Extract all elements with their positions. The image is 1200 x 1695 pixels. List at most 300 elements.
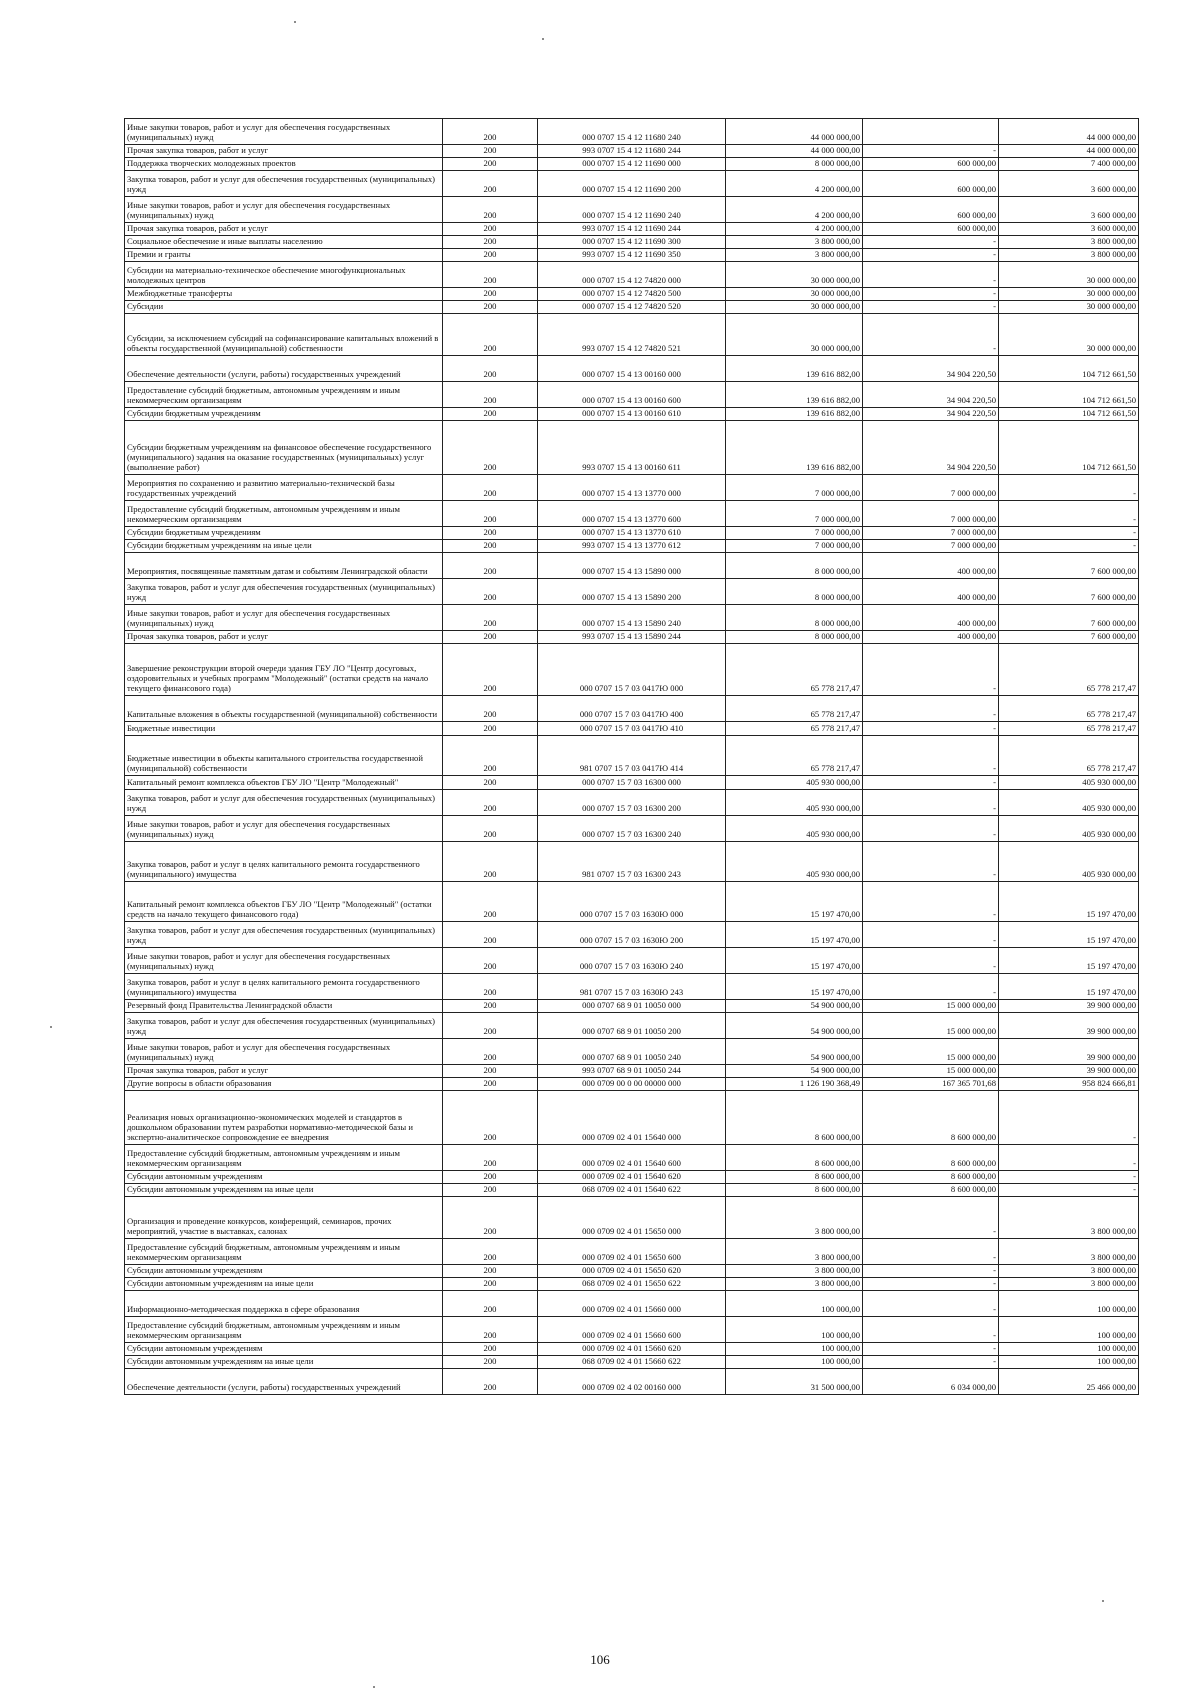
row-kbk-cell: 000 0707 15 4 12 11690 200 [538,171,726,197]
row-change-cell: - [863,842,999,882]
table-row [125,631,1139,644]
row-change-cell: - [863,948,999,974]
row-name-cell: Иные закупки товаров, работ и услуг для обеспечения государственных (муниципальных) нужд [125,119,443,145]
row-code-cell: 200 [443,882,538,922]
row-code-cell: 200 [443,356,538,382]
row-total-cell: 39 900 000,00 [999,1039,1139,1065]
row-change-cell: - [863,736,999,776]
table-row [125,974,1139,1000]
row-change-cell: - [863,314,999,356]
row-change-cell: 7 000 000,00 [863,501,999,527]
table-row [125,1278,1139,1291]
row-amount-cell: 54 900 000,00 [726,1000,863,1013]
row-amount-cell: 8 000 000,00 [726,553,863,579]
row-name-cell: Предоставление субсидий бюджетным, автономным учреждениям и иным некоммерческим организациям [125,501,443,527]
row-change-cell: 34 904 220,50 [863,421,999,475]
row-amount-cell: 54 900 000,00 [726,1065,863,1078]
row-total-cell: 15 197 470,00 [999,882,1139,922]
row-kbk-cell: 068 0709 02 4 01 15640 622 [538,1184,726,1197]
row-kbk-cell: 000 0707 15 7 03 16300 000 [538,776,726,790]
row-name-cell: Капитальный ремонт комплекса объектов ГБУ ЛО "Центр "Молодежный" [125,776,443,790]
table-row [125,842,1139,882]
row-name-cell: Субсидии, за исключением субсидий на софинансирование капитальных вложений в объекты государственной (муниципальной) собственности [125,314,443,356]
row-change-cell: - [863,288,999,301]
row-total-cell: 3 600 000,00 [999,223,1139,236]
row-code-cell: 200 [443,314,538,356]
row-change-cell: - [863,882,999,922]
table-row [125,171,1139,197]
row-change-cell: 400 000,00 [863,631,999,644]
row-change-cell: - [863,301,999,314]
row-amount-cell: 15 197 470,00 [726,882,863,922]
row-total-cell: 7 400 000,00 [999,158,1139,171]
row-total-cell: 65 778 217,47 [999,736,1139,776]
row-total-cell: 7 600 000,00 [999,631,1139,644]
row-total-cell: 100 000,00 [999,1317,1139,1343]
table-row [125,197,1139,223]
row-amount-cell: 30 000 000,00 [726,288,863,301]
row-name-cell: Завершение реконструкции второй очереди здания ГБУ ЛО "Центр досуговых, оздоровительных и учебных программ "Молодежный" (остатки средств на начало текущего финансового года) [125,644,443,696]
row-kbk-cell: 000 0707 15 4 13 13770 000 [538,475,726,501]
row-amount-cell: 100 000,00 [726,1356,863,1369]
row-amount-cell: 65 778 217,47 [726,644,863,696]
row-kbk-cell: 993 0707 15 4 13 00160 611 [538,421,726,475]
row-change-cell: 600 000,00 [863,171,999,197]
row-change-cell: - [863,145,999,158]
scan-speck [50,1026,52,1028]
row-code-cell: 200 [443,382,538,408]
table-row [125,119,1139,145]
row-total-cell: 30 000 000,00 [999,262,1139,288]
row-code-cell: 200 [443,1291,538,1317]
row-total-cell: 39 900 000,00 [999,1065,1139,1078]
row-name-cell: Субсидии автономным учреждениям на иные цели [125,1356,443,1369]
row-total-cell: 100 000,00 [999,1356,1139,1369]
row-name-cell: Субсидии бюджетным учреждениям [125,408,443,421]
row-code-cell: 200 [443,1343,538,1356]
row-code-cell: 200 [443,579,538,605]
row-kbk-cell: 000 0709 00 0 00 00000 000 [538,1078,726,1091]
row-code-cell: 200 [443,1239,538,1265]
row-amount-cell: 3 800 000,00 [726,236,863,249]
row-kbk-cell: 000 0707 15 4 13 13770 610 [538,527,726,540]
row-total-cell: 15 197 470,00 [999,922,1139,948]
row-amount-cell: 7 000 000,00 [726,540,863,553]
row-kbk-cell: 993 0707 15 4 13 15890 244 [538,631,726,644]
row-kbk-cell: 993 0707 15 4 12 11690 350 [538,249,726,262]
row-kbk-cell: 000 0707 15 7 03 0417Ю 400 [538,696,726,722]
row-code-cell: 200 [443,1000,538,1013]
row-name-cell: Поддержка творческих молодежных проектов [125,158,443,171]
row-change-cell: - [863,974,999,1000]
row-code-cell: 200 [443,421,538,475]
row-change-cell: - [863,1239,999,1265]
row-kbk-cell: 000 0709 02 4 01 15650 000 [538,1197,726,1239]
row-code-cell: 200 [443,631,538,644]
row-kbk-cell: 981 0707 15 7 03 0417Ю 414 [538,736,726,776]
row-kbk-cell: 000 0709 02 4 01 15650 620 [538,1265,726,1278]
row-amount-cell: 139 616 882,00 [726,382,863,408]
row-name-cell: Организация и проведение конкурсов, конференций, семинаров, прочих мероприятий, участие в выставках, салонах [125,1197,443,1239]
row-amount-cell: 30 000 000,00 [726,314,863,356]
row-name-cell: Прочая закупка товаров, работ и услуг [125,631,443,644]
row-kbk-cell: 000 0707 15 4 13 00160 610 [538,408,726,421]
row-change-cell: - [863,790,999,816]
row-code-cell: 200 [443,527,538,540]
table-row [125,1356,1139,1369]
row-code-cell: 200 [443,408,538,421]
row-name-cell: Субсидии автономным учреждениям на иные цели [125,1278,443,1291]
row-total-cell: 100 000,00 [999,1291,1139,1317]
table-row [125,1343,1139,1356]
row-kbk-cell: 993 0707 15 4 12 11680 244 [538,145,726,158]
row-total-cell: 44 000 000,00 [999,119,1139,145]
row-code-cell: 200 [443,501,538,527]
row-total-cell: 30 000 000,00 [999,288,1139,301]
row-kbk-cell: 000 0707 15 7 03 1630Ю 240 [538,948,726,974]
table-row [125,262,1139,288]
row-amount-cell: 4 200 000,00 [726,171,863,197]
row-kbk-cell: 000 0707 15 7 03 1630Ю 000 [538,882,726,922]
row-amount-cell: 405 930 000,00 [726,776,863,790]
row-total-cell: 104 712 661,50 [999,382,1139,408]
row-kbk-cell: 000 0707 15 7 03 1630Ю 200 [538,922,726,948]
row-amount-cell: 65 778 217,47 [726,696,863,722]
row-code-cell: 200 [443,1065,538,1078]
row-change-cell: 15 000 000,00 [863,1065,999,1078]
row-change-cell: - [863,249,999,262]
row-kbk-cell: 000 0707 68 9 01 10050 240 [538,1039,726,1065]
row-total-cell: 30 000 000,00 [999,301,1139,314]
table-row [125,236,1139,249]
row-total-cell: - [999,527,1139,540]
table-row [125,1197,1139,1239]
row-name-cell: Социальное обеспечение и иные выплаты населению [125,236,443,249]
row-amount-cell: 8 000 000,00 [726,605,863,631]
row-code-cell: 200 [443,605,538,631]
table-row [125,605,1139,631]
row-change-cell: 8 600 000,00 [863,1145,999,1171]
row-name-cell: Предоставление субсидий бюджетным, автономным учреждениям и иным некоммерческим организациям [125,1239,443,1265]
row-change-cell: 7 000 000,00 [863,540,999,553]
row-change-cell: - [863,236,999,249]
table-row [125,1369,1139,1395]
row-code-cell: 200 [443,1013,538,1039]
table-row [125,736,1139,776]
row-change-cell: - [863,722,999,736]
row-total-cell: 104 712 661,50 [999,408,1139,421]
row-code-cell: 200 [443,1197,538,1239]
row-name-cell: Закупка товаров, работ и услуг в целях капитального ремонта государственного (муниципального) имущества [125,842,443,882]
row-total-cell: - [999,475,1139,501]
row-code-cell: 200 [443,722,538,736]
row-kbk-cell: 000 0707 15 4 12 74820 500 [538,288,726,301]
row-kbk-cell: 000 0707 15 4 12 74820 000 [538,262,726,288]
row-amount-cell: 100 000,00 [726,1317,863,1343]
row-kbk-cell: 000 0707 15 4 13 15890 000 [538,553,726,579]
row-kbk-cell: 981 0707 15 7 03 1630Ю 243 [538,974,726,1000]
row-change-cell: - [863,696,999,722]
row-total-cell: 104 712 661,50 [999,356,1139,382]
row-amount-cell: 139 616 882,00 [726,356,863,382]
row-change-cell: 15 000 000,00 [863,1039,999,1065]
table-row [125,501,1139,527]
row-amount-cell: 139 616 882,00 [726,421,863,475]
row-code-cell: 200 [443,1171,538,1184]
row-name-cell: Закупка товаров, работ и услуг для обеспечения государственных (муниципальных) нужд [125,922,443,948]
table-row [125,314,1139,356]
row-name-cell: Закупка товаров, работ и услуг для обеспечения государственных (муниципальных) нужд [125,790,443,816]
row-amount-cell: 30 000 000,00 [726,262,863,288]
row-amount-cell: 100 000,00 [726,1291,863,1317]
row-change-cell: - [863,1265,999,1278]
row-kbk-cell: 000 0709 02 4 01 15660 600 [538,1317,726,1343]
scan-speck [1102,1600,1104,1602]
row-change-cell: - [863,1291,999,1317]
table-row [125,790,1139,816]
row-name-cell: Бюджетные инвестиции в объекты капитального строительства государственной (муниципальной) собственности [125,736,443,776]
row-total-cell: 39 900 000,00 [999,1013,1139,1039]
table-row [125,579,1139,605]
row-name-cell: Информационно-методическая поддержка в сфере образования [125,1291,443,1317]
row-total-cell: - [999,1091,1139,1145]
table-row [125,382,1139,408]
row-name-cell: Капитальный ремонт комплекса объектов ГБУ ЛО "Центр "Молодежный" (остатки средств на начало текущего финансового года) [125,882,443,922]
row-change-cell [863,119,999,145]
row-name-cell: Предоставление субсидий бюджетным, автономным учреждениям и иным некоммерческим организациям [125,382,443,408]
row-kbk-cell: 000 0707 15 4 13 15890 200 [538,579,726,605]
row-total-cell: 7 600 000,00 [999,553,1139,579]
row-kbk-cell: 000 0709 02 4 01 15650 600 [538,1239,726,1265]
row-kbk-cell: 068 0709 02 4 01 15650 622 [538,1278,726,1291]
row-change-cell: 34 904 220,50 [863,382,999,408]
row-change-cell: - [863,1278,999,1291]
row-change-cell: 600 000,00 [863,197,999,223]
row-amount-cell: 54 900 000,00 [726,1013,863,1039]
row-kbk-cell: 068 0709 02 4 01 15660 622 [538,1356,726,1369]
row-name-cell: Бюджетные инвестиции [125,722,443,736]
row-amount-cell: 405 930 000,00 [726,816,863,842]
row-name-cell: Субсидии [125,301,443,314]
row-amount-cell: 405 930 000,00 [726,842,863,882]
row-total-cell: 65 778 217,47 [999,696,1139,722]
row-code-cell: 200 [443,696,538,722]
row-change-cell: - [863,1343,999,1356]
row-name-cell: Закупка товаров, работ и услуг для обеспечения государственных (муниципальных) нужд [125,579,443,605]
row-name-cell: Субсидии бюджетным учреждениям на финансовое обеспечение государственного (муниципального) задания на оказание государственных (муниципальных) услуг (выполнение работ) [125,421,443,475]
row-change-cell: 6 034 000,00 [863,1369,999,1395]
row-total-cell: 65 778 217,47 [999,722,1139,736]
row-change-cell: 400 000,00 [863,553,999,579]
table-row [125,158,1139,171]
row-total-cell: 405 930 000,00 [999,816,1139,842]
row-name-cell: Субсидии автономным учреждениям [125,1265,443,1278]
row-name-cell: Межбюджетные трансферты [125,288,443,301]
row-amount-cell: 3 800 000,00 [726,1197,863,1239]
row-amount-cell: 7 000 000,00 [726,527,863,540]
row-amount-cell: 405 930 000,00 [726,790,863,816]
row-amount-cell: 3 800 000,00 [726,249,863,262]
row-kbk-cell: 000 0709 02 4 01 15660 620 [538,1343,726,1356]
row-total-cell: 3 800 000,00 [999,1239,1139,1265]
row-amount-cell: 3 800 000,00 [726,1278,863,1291]
row-change-cell: 400 000,00 [863,605,999,631]
table-row [125,145,1139,158]
row-amount-cell: 65 778 217,47 [726,736,863,776]
row-code-cell: 200 [443,262,538,288]
row-kbk-cell: 000 0707 15 4 13 13770 600 [538,501,726,527]
row-total-cell: - [999,501,1139,527]
row-kbk-cell: 993 0707 15 4 12 11690 244 [538,223,726,236]
row-kbk-cell: 993 0707 15 4 13 13770 612 [538,540,726,553]
row-total-cell: 405 930 000,00 [999,776,1139,790]
row-amount-cell: 8 600 000,00 [726,1184,863,1197]
row-kbk-cell: 000 0709 02 4 01 15640 600 [538,1145,726,1171]
table-row [125,1171,1139,1184]
row-amount-cell: 15 197 470,00 [726,922,863,948]
row-amount-cell: 1 126 190 368,49 [726,1078,863,1091]
row-name-cell: Премии и гранты [125,249,443,262]
row-kbk-cell: 000 0707 15 4 13 00160 600 [538,382,726,408]
row-code-cell: 200 [443,1184,538,1197]
row-change-cell: 167 365 701,68 [863,1078,999,1091]
table-row [125,644,1139,696]
table-row [125,1239,1139,1265]
row-code-cell: 200 [443,1356,538,1369]
row-amount-cell: 139 616 882,00 [726,408,863,421]
row-amount-cell: 8 600 000,00 [726,1171,863,1184]
row-code-cell: 200 [443,1278,538,1291]
row-name-cell: Закупка товаров, работ и услуг для обеспечения государственных (муниципальных) нужд [125,1013,443,1039]
row-total-cell: 15 197 470,00 [999,974,1139,1000]
row-kbk-cell: 000 0707 15 4 12 11690 240 [538,197,726,223]
row-name-cell: Иные закупки товаров, работ и услуг для обеспечения государственных (муниципальных) нужд [125,605,443,631]
row-total-cell: 958 824 666,81 [999,1078,1139,1091]
row-change-cell: 34 904 220,50 [863,356,999,382]
row-code-cell: 200 [443,171,538,197]
row-total-cell: - [999,1171,1139,1184]
row-kbk-cell: 000 0707 15 4 12 74820 520 [538,301,726,314]
row-name-cell: Иные закупки товаров, работ и услуг для обеспечения государственных (муниципальных) нужд [125,816,443,842]
scan-speck [373,1686,375,1688]
row-total-cell: 3 600 000,00 [999,171,1139,197]
row-change-cell: - [863,1197,999,1239]
row-total-cell: 25 466 000,00 [999,1369,1139,1395]
row-code-cell: 200 [443,1091,538,1145]
row-amount-cell: 8 600 000,00 [726,1091,863,1145]
row-kbk-cell: 000 0707 15 4 13 15890 240 [538,605,726,631]
row-amount-cell: 8 000 000,00 [726,579,863,605]
row-kbk-cell: 000 0707 15 7 03 16300 240 [538,816,726,842]
row-total-cell: 3 800 000,00 [999,1278,1139,1291]
row-name-cell: Субсидии автономным учреждениям [125,1171,443,1184]
row-name-cell: Иные закупки товаров, работ и услуг для обеспечения государственных (муниципальных) нужд [125,948,443,974]
row-kbk-cell: 000 0707 68 9 01 10050 200 [538,1013,726,1039]
row-total-cell: 405 930 000,00 [999,790,1139,816]
table-row [125,1091,1139,1145]
row-amount-cell: 31 500 000,00 [726,1369,863,1395]
row-code-cell: 200 [443,736,538,776]
row-kbk-cell: 993 0707 68 9 01 10050 244 [538,1065,726,1078]
row-code-cell: 200 [443,223,538,236]
table-row [125,356,1139,382]
row-kbk-cell: 000 0707 15 4 12 11680 240 [538,119,726,145]
table-row [125,1065,1139,1078]
row-total-cell: - [999,1184,1139,1197]
row-code-cell: 200 [443,249,538,262]
table-row [125,288,1139,301]
row-change-cell: - [863,816,999,842]
row-name-cell: Субсидии бюджетным учреждениям на иные цели [125,540,443,553]
row-kbk-cell: 000 0709 02 4 02 00160 000 [538,1369,726,1395]
row-change-cell: - [863,262,999,288]
row-code-cell: 200 [443,540,538,553]
row-kbk-cell: 000 0707 68 9 01 10050 000 [538,1000,726,1013]
row-amount-cell: 4 200 000,00 [726,223,863,236]
table-row [125,776,1139,790]
table-row [125,1265,1139,1278]
row-name-cell: Субсидии автономным учреждениям [125,1343,443,1356]
table-row [125,1000,1139,1013]
row-kbk-cell: 000 0709 02 4 01 15640 000 [538,1091,726,1145]
row-change-cell: 600 000,00 [863,223,999,236]
table-row [125,301,1139,314]
row-code-cell: 200 [443,790,538,816]
table-row [125,249,1139,262]
row-total-cell: 7 600 000,00 [999,579,1139,605]
row-name-cell: Капитальные вложения в объекты государственной (муниципальной) собственности [125,696,443,722]
row-amount-cell: 65 778 217,47 [726,722,863,736]
row-total-cell: - [999,540,1139,553]
row-total-cell: 100 000,00 [999,1343,1139,1356]
scan-speck [294,21,296,23]
row-kbk-cell: 000 0707 15 7 03 0417Ю 410 [538,722,726,736]
row-kbk-cell: 000 0707 15 7 03 16300 200 [538,790,726,816]
table-row [125,527,1139,540]
row-change-cell: 8 600 000,00 [863,1091,999,1145]
row-total-cell: 39 900 000,00 [999,1000,1139,1013]
row-total-cell: 15 197 470,00 [999,948,1139,974]
row-amount-cell: 4 200 000,00 [726,197,863,223]
row-amount-cell: 7 000 000,00 [726,501,863,527]
row-code-cell: 200 [443,974,538,1000]
scan-speck [542,38,544,40]
table-row [125,722,1139,736]
row-code-cell: 200 [443,301,538,314]
row-code-cell: 200 [443,1145,538,1171]
row-total-cell: 3 800 000,00 [999,236,1139,249]
table-row [125,922,1139,948]
row-change-cell: 400 000,00 [863,579,999,605]
row-amount-cell: 54 900 000,00 [726,1039,863,1065]
row-code-cell: 200 [443,119,538,145]
row-total-cell: 104 712 661,50 [999,421,1139,475]
row-name-cell: Закупка товаров, работ и услуг в целях капитального ремонта государственного (муниципального) имущества [125,974,443,1000]
row-amount-cell: 8 600 000,00 [726,1145,863,1171]
row-amount-cell: 8 000 000,00 [726,158,863,171]
row-kbk-cell: 000 0709 02 4 01 15660 000 [538,1291,726,1317]
row-total-cell: 7 600 000,00 [999,605,1139,631]
row-name-cell: Реализация новых организационно-экономических моделей и стандартов в дошкольном образовании путем разработки нормативно-методической базы и экспертно-аналитическое сопровождение ее внедрения [125,1091,443,1145]
row-change-cell: 15 000 000,00 [863,1013,999,1039]
row-total-cell: 3 800 000,00 [999,1265,1139,1278]
table-row [125,948,1139,974]
row-amount-cell: 30 000 000,00 [726,301,863,314]
row-name-cell: Обеспечение деятельности (услуги, работы) государственных учреждений [125,356,443,382]
table-row [125,1013,1139,1039]
row-amount-cell: 8 000 000,00 [726,631,863,644]
row-name-cell: Субсидии бюджетным учреждениям [125,527,443,540]
